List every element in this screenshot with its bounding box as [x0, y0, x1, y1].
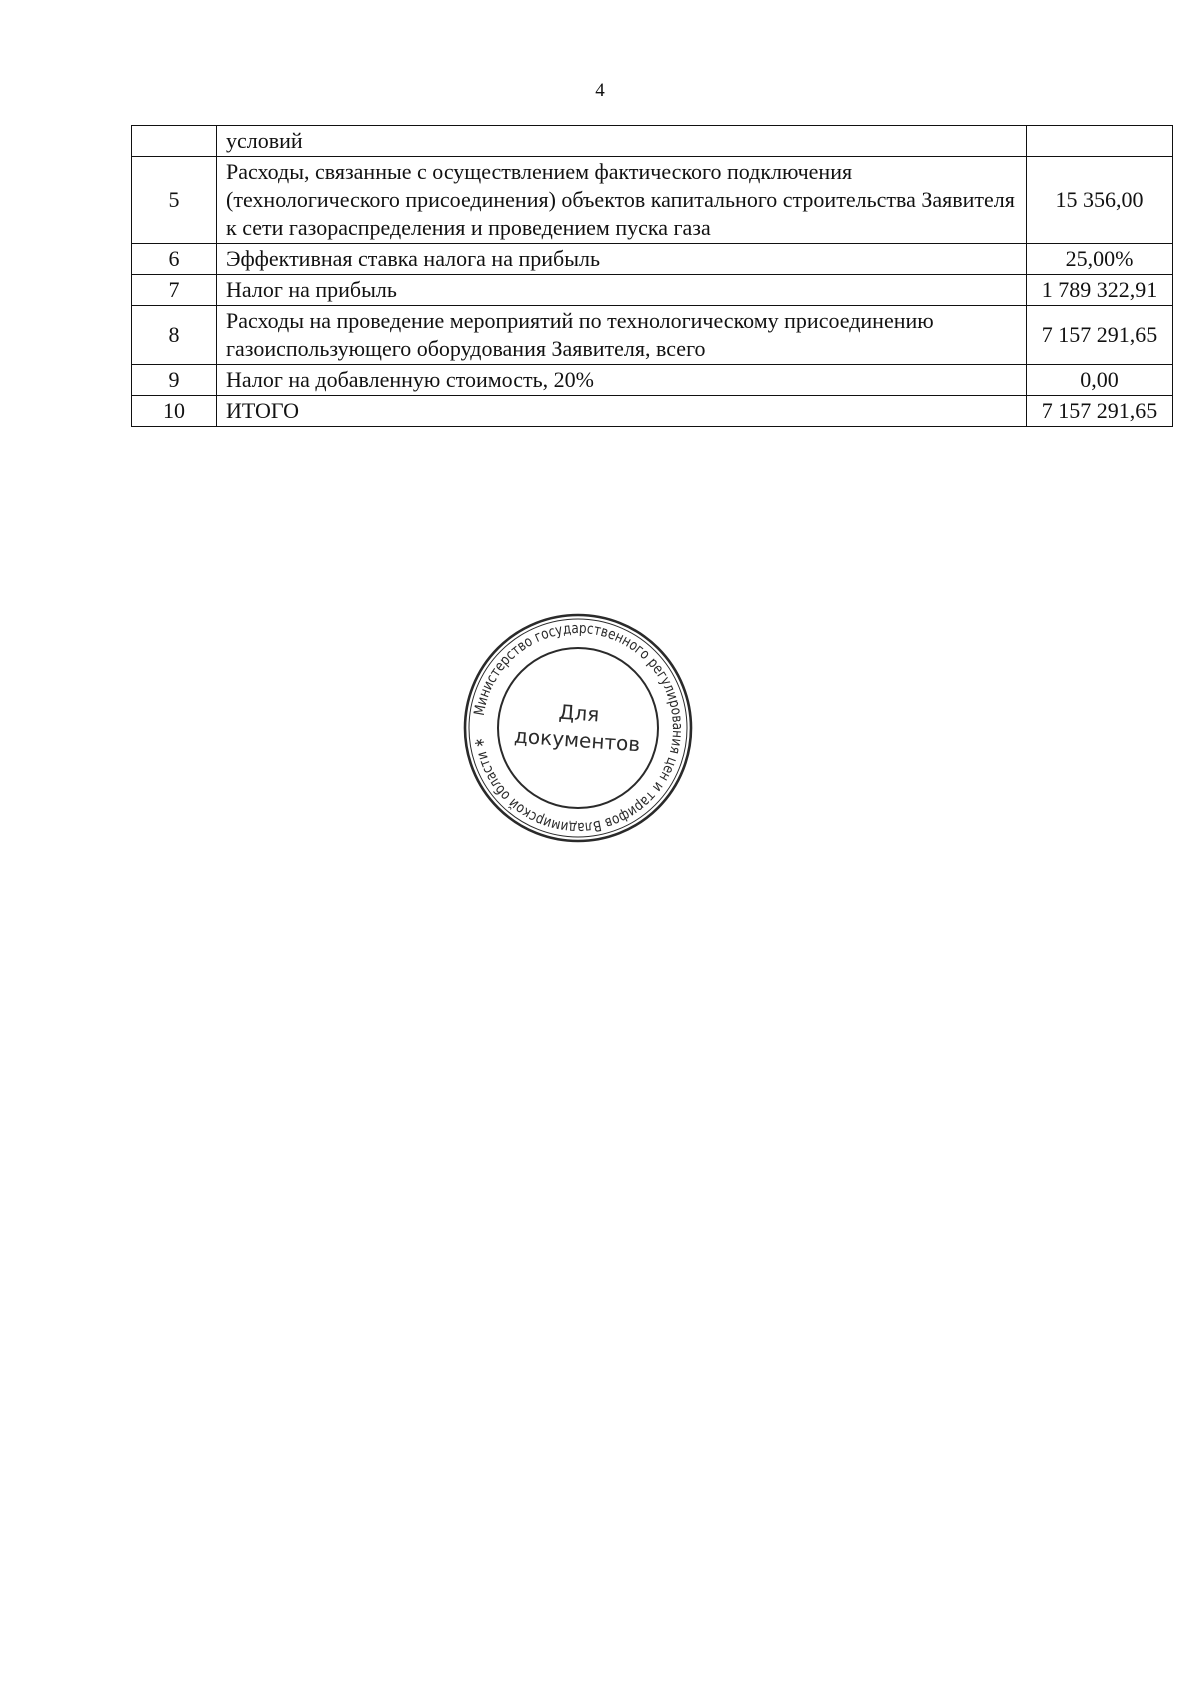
- row-number-cell: 7: [132, 275, 217, 306]
- row-value-cell: 25,00%: [1027, 244, 1173, 275]
- table-row: [132, 126, 1173, 157]
- row-value-cell: [1027, 126, 1173, 157]
- row-description-cell: ИТОГО: [217, 396, 1027, 427]
- row-number-cell: 8: [132, 306, 217, 365]
- table-row: [132, 157, 1173, 244]
- row-description-cell: условий: [217, 126, 1027, 157]
- row-number-cell: 10: [132, 396, 217, 427]
- table-row: [132, 396, 1173, 427]
- table-row: [132, 365, 1173, 396]
- table-row: [132, 306, 1173, 365]
- official-stamp: [462, 612, 694, 844]
- row-number-cell: [132, 126, 217, 157]
- page-number: 4: [595, 80, 605, 101]
- row-value-cell: 7 157 291,65: [1027, 306, 1173, 365]
- row-description-cell: Расходы, связанные с осуществлением фактического подключения (технологического присоединения) объектов капитального строительства Заявителя к сети газораспределения и проведением пуска газа: [217, 157, 1027, 244]
- row-description-cell: Налог на добавленную стоимость, 20%: [217, 365, 1027, 396]
- row-value-cell: 1 789 322,91: [1027, 275, 1173, 306]
- row-value-cell: 15 356,00: [1027, 157, 1173, 244]
- stamp-center-line1: Для: [558, 699, 601, 727]
- row-description-cell: Эффективная ставка налога на прибыль: [217, 244, 1027, 275]
- stamp-ring-text: Министерство государственного регулирования цен и тарифов Владимирской области ∗: [471, 620, 686, 836]
- table-row: [132, 275, 1173, 306]
- row-number-cell: 5: [132, 157, 217, 244]
- table-row: [132, 244, 1173, 275]
- stamp-center-line2: документов: [513, 723, 641, 757]
- row-number-cell: 6: [132, 244, 217, 275]
- row-number-cell: 9: [132, 365, 217, 396]
- row-description-cell: Расходы на проведение мероприятий по технологическому присоединению газоиспользующего оборудования Заявителя, всего: [217, 306, 1027, 365]
- cost-table: [131, 125, 1173, 427]
- row-value-cell: 0,00: [1027, 365, 1173, 396]
- row-description-cell: Налог на прибыль: [217, 275, 1027, 306]
- row-value-cell: 7 157 291,65: [1027, 396, 1173, 427]
